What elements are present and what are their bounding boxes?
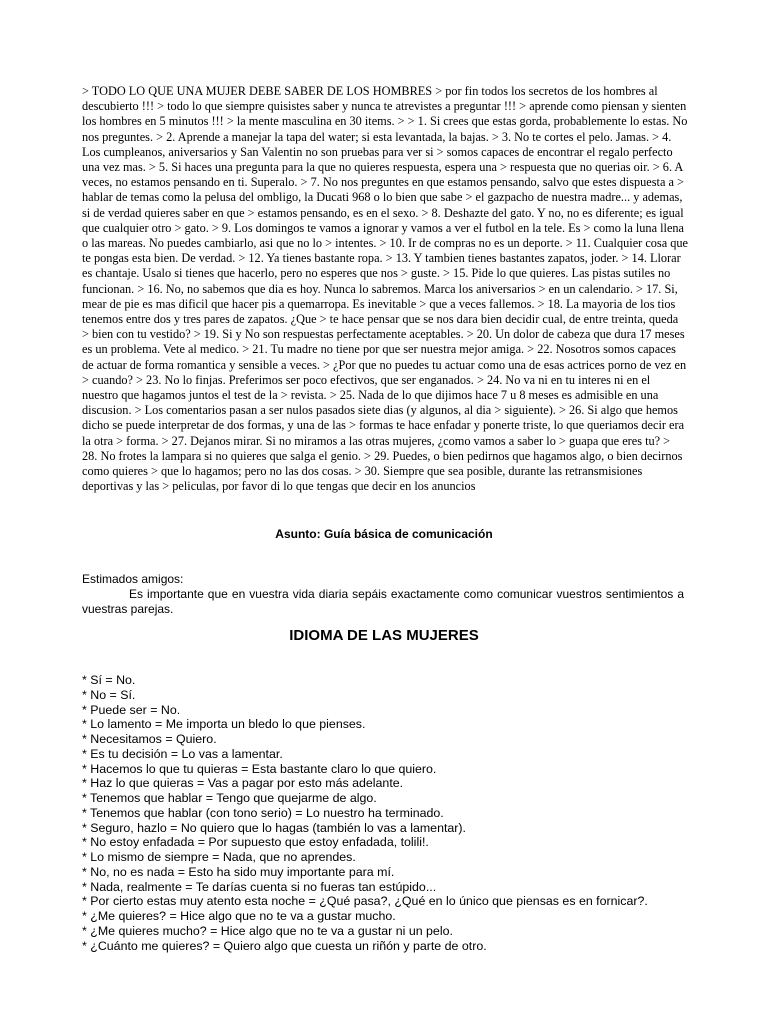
intro-paragraph: > TODO LO QUE UNA MUJER DEBE SABER DE LOS HOMBRES > por fin todos los secretos de los hombres al descubierto !!! > todo lo que siempre quisistes saber y nunca te atrevistes a preguntar !!! > aprende como piensan y sienten los hombres en 5 minutos !!! > la mente masculina en 30 items. > > 1. Si crees que estas gorda, probablemente lo estas. No nos preguntes. > 2. Aprende a manejar la tapa del water; si esta levantada, la bajas. > 3. No te cortes el pelo. Jamas. > 4. Los cumpleanos, aniversarios y San Valentin no son pruebas para ver si > somos capaces de encontrar el regalo perfecto una vez mas. > 5. Si haces una pregunta para la que no quieres respuesta, espera una > respuesta que no querias oir. > 6. A veces, no estamos pensando en ti. Superalo. > 7. No nos preguntes en que estamos pensando, salvo que estes dispuesta a > hablar de temas como la pelusa del ombligo, la Ducati 968 o lo bien que sabe > el gazpacho de nuestra madre... y ademas, si de verdad quieres saber en que > estamos pensando, es en el sexo. > 8. Deshazte del gato. Y no, no es diferente; es igual que cualquier otro > gato. > 9. Los domingos te vamos a ignorar y vamos a ver el futbol en la tele. Es > como la luna llena o las mareas. No puedes cambiarlo, asi que no lo > intentes. > 10. Ir de compras no es un deporte. > 11. Cualquier cosa que te pongas esta bien. De verdad. > 12. Ya tienes bastante ropa. > 13. Y tambien tienes bastantes zapatos, joder. > 14. Llorar es chantaje. Usalo si tienes que hacerlo, pero no esperes que nos > guste. > 15. Pide lo que quieres. Las pistas sutiles no funcionan. > 16. No, no sabemos que dia es hoy. Nunca lo sabremos. Marca los aniversarios > en un calendario. > 17. Si, mear de pie es mas dificil que hacer pis a quemarropa. Es inevitable > que a veces fallemos. > 18. La mayoria de los tios tenemos entre dos y tres pares de zapatos. ¿Que > te hace pensar que se nos dara bien decidir cual, de entre treinta, queda > bien con tu vestido? > 19. Si y No son respuestas perfectamente aceptables. > 20. Un dolor de cabeza que dura 17 meses es un problema. Vete al medico. > 21. Tu madre no tiene por que ser nuestra mejor amiga. > 22. Nosotros somos capaces de actuar de forma romantica y sensible a veces. > ¿Por que no puedes tu actuar como una de esas actrices porno de vez en > cuando? > 23. No lo finjas. Preferimos ser poco efectivos, que ser enganados. > 24. No va ni en tu interes ni en el nuestro que hagamos juntos el test de la > revista. > 25. Nada de lo que dijimos hace 7 u 8 meses es admisible en una discusion. > Los comentarios pasan a ser nulos pasados siete dias (y algunos, al dia > siguiente). > 26. Si algo que hemos dicho se puede interpretar de dos formas, y una de las > formas te hace enfadar y ponerte triste, lo que queriamos decir era la otra > forma. > 27. Dejanos mirar. Si no miramos a las otras mujeres, ¿como vamos a saber lo > guapa que eres tu? > 28. No frotes la lampara si no quieres que salga el genio. > 29. Puedes, o bien pedirnos que hagamos algo, o bien decirnos como quieres > que lo hagamos; pero no las dos cosas. > 30. Siempre que sea posible, durante las retransmisiones deportivas y las > peliculas, por favor di lo que tengas que decir en los anuncios bbox=[82, 84, 688, 494]
list-item: * ¿Cuánto me quieres? = Quiero algo que cuesta un riñón y parte de otro. bbox=[82, 938, 487, 953]
list-item: * Necesitamos = Quiero. bbox=[82, 732, 217, 746]
list-item: * ¿Me quieres? = Hice algo que no te va a gustar mucho. bbox=[82, 909, 396, 923]
list-item: * Puede ser = No. bbox=[82, 702, 181, 717]
list-item: * Nada, realmente = Te darías cuenta si no fueras tan estúpido... bbox=[82, 879, 437, 894]
body-paragraph: Es importante que en vuestra vida diaria sepáis exactamente como comunicar vuestros sentimientos a vuestras parejas. bbox=[82, 587, 684, 616]
list-item: * No = Sí. bbox=[82, 687, 136, 702]
list-item: * Lo mismo de siempre = Nada, que no aprendes. bbox=[82, 850, 356, 864]
list-item: * Haz lo que quieras = Vas a pagar por esto más adelante. bbox=[82, 776, 404, 791]
subject-line: Asunto: Guía básica de comunicación bbox=[275, 527, 493, 541]
list-item: * No estoy enfadada = Por supuesto que estoy enfadada, tolili!. bbox=[82, 835, 429, 850]
list-item: * No, no es nada = Esto ha sido muy importante para mí. bbox=[82, 864, 395, 879]
list-item: * Tenemos que hablar = Tengo que quejarme de algo. bbox=[82, 791, 377, 805]
list-item: * Es tu decisión = Lo vas a lamentar. bbox=[82, 746, 283, 761]
list-item: * Tenemos que hablar (con tono serio) = Lo nuestro ha terminado. bbox=[82, 805, 444, 820]
section-heading: IDIOMA DE LAS MUJERES bbox=[289, 627, 479, 644]
phrase-list bbox=[82, 673, 692, 953]
list-item: * Sí = No. bbox=[82, 673, 136, 687]
list-item: * Lo lamento = Me importa un bledo lo que pienses. bbox=[82, 717, 366, 732]
list-item: * Por cierto estas muy atento esta noche = ¿Qué pasa?, ¿Qué en lo único que piensas es en fornicar?. bbox=[82, 894, 648, 909]
list-item: * Seguro, hazlo = No quiero que lo hagas (también lo vas a lamentar). bbox=[82, 820, 466, 835]
list-item: * Hacemos lo que tu quieras = Esta bastante claro lo que quiero. bbox=[82, 761, 437, 776]
greeting-line: Estimados amigos: bbox=[82, 572, 184, 586]
list-item: * ¿Me quieres mucho? = Hice algo que no te va a gustar ni un pelo. bbox=[82, 923, 453, 938]
